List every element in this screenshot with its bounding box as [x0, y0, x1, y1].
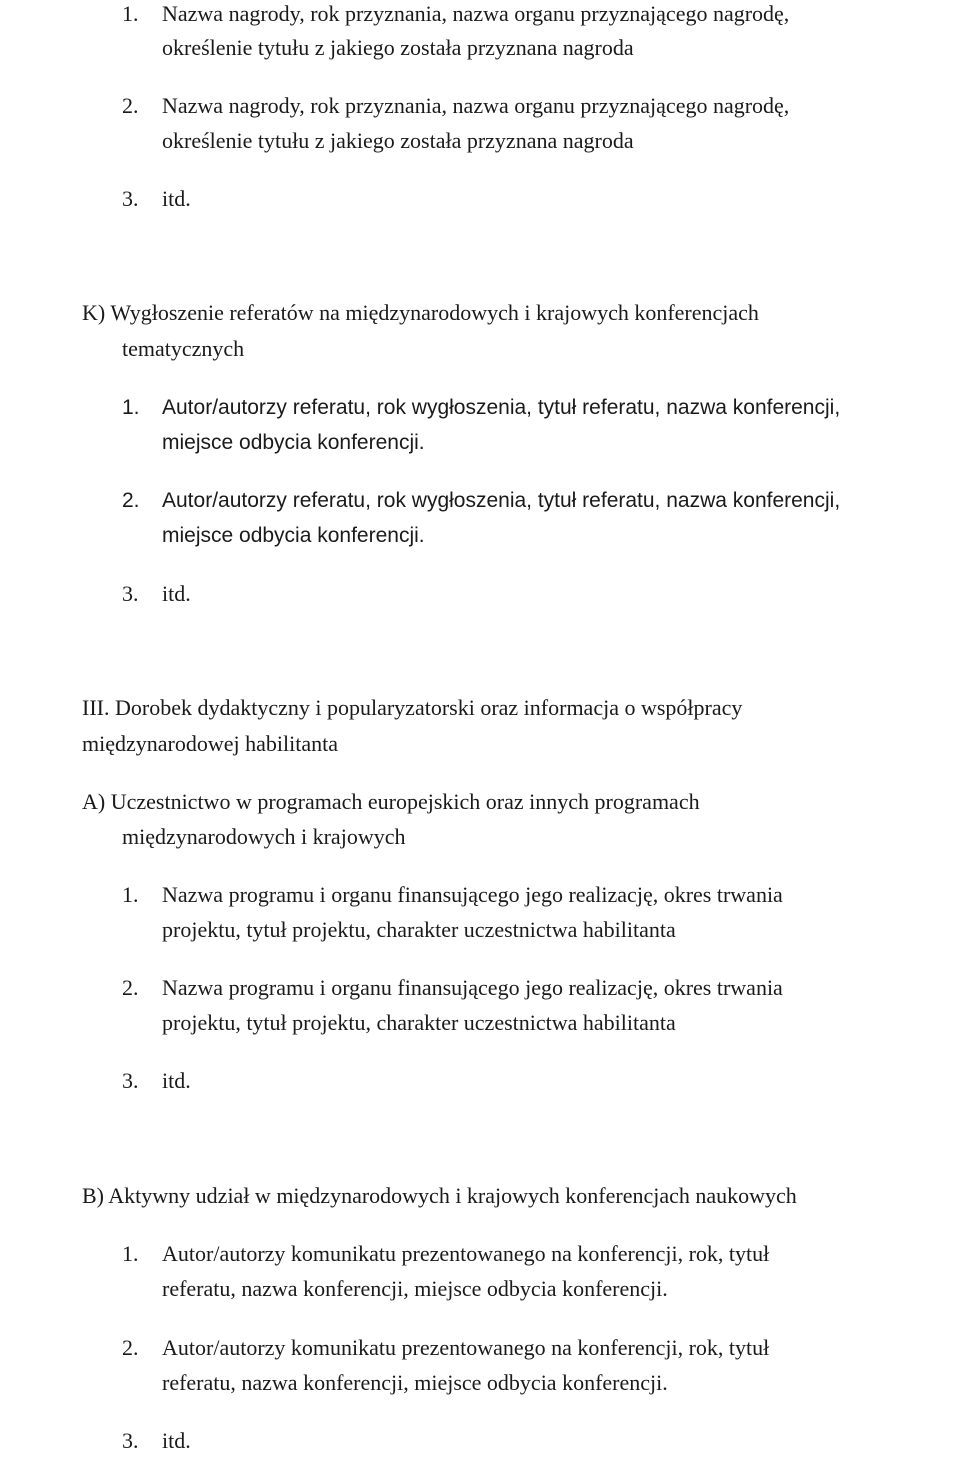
- list-item-text: Autor/autorzy komunikatu prezentowanego na konferencji, rok, tytuł: [162, 1241, 770, 1266]
- list-item-text: miejsce odbycia konferencji.: [162, 524, 425, 547]
- list-number: 2.: [122, 93, 139, 118]
- list-item-text: Autor/autorzy komunikatu prezentowanego na konferencji, rok, tytuł: [162, 1335, 770, 1360]
- list-item-text: projektu, tytuł projektu, charakter uczestnictwa habilitanta: [162, 1010, 676, 1035]
- list-number: 2.: [122, 1335, 139, 1360]
- section-b-heading: B) Aktywny udział w międzynarodowych i krajowych konferencjach naukowych: [82, 1183, 797, 1208]
- list-item-text: itd.: [162, 581, 191, 606]
- section-iii-heading-cont: międzynarodowej habilitanta: [82, 731, 338, 756]
- list-item-text: Nazwa programu i organu finansującego jego realizację, okres trwania: [162, 882, 783, 907]
- list-number: 3.: [122, 1068, 139, 1093]
- list-item-text: określenie tytułu z jakiego została przyznana nagroda: [162, 35, 634, 60]
- list-item-text: Nazwa nagrody, rok przyznania, nazwa organu przyznającego nagrodę,: [162, 93, 790, 118]
- list-item-text: itd.: [162, 1068, 191, 1093]
- list-item-text: miejsce odbycia konferencji.: [162, 431, 425, 454]
- list-number: 3.: [122, 581, 139, 606]
- section-k-heading: K) Wygłoszenie referatów na międzynarodowych i krajowych konferencjach: [82, 300, 759, 325]
- list-number: 1.: [122, 882, 139, 907]
- list-item-text: referatu, nazwa konferencji, miejsce odbycia konferencji.: [162, 1276, 668, 1301]
- list-number: 2.: [122, 975, 139, 1000]
- list-item-text: itd.: [162, 186, 191, 211]
- list-number: 1.: [122, 396, 140, 419]
- list-number: 1.: [122, 1241, 139, 1266]
- list-item-text: Nazwa nagrody, rok przyznania, nazwa organu przyznającego nagrodę,: [162, 1, 790, 26]
- list-number: 3.: [122, 1428, 139, 1453]
- section-iii-heading: III. Dorobek dydaktyczny i popularyzatorski oraz informacja o współpracy: [82, 695, 743, 720]
- list-number: 3.: [122, 186, 139, 211]
- section-a-heading-cont: międzynarodowych i krajowych: [122, 824, 406, 849]
- list-item-text: Autor/autorzy referatu, rok wygłoszenia, tytuł referatu, nazwa konferencji,: [162, 489, 841, 512]
- list-item-text: określenie tytułu z jakiego została przyznana nagroda: [162, 128, 634, 153]
- section-k-heading-cont: tematycznych: [122, 336, 245, 361]
- section-a-heading: A) Uczestnictwo w programach europejskich oraz innych programach: [82, 789, 700, 814]
- list-number: 2.: [122, 489, 140, 512]
- list-item-text: projektu, tytuł projektu, charakter uczestnictwa habilitanta: [162, 917, 676, 942]
- list-number: 1.: [122, 1, 139, 26]
- list-item-text: itd.: [162, 1428, 191, 1453]
- list-item-text: referatu, nazwa konferencji, miejsce odbycia konferencji.: [162, 1370, 668, 1395]
- list-item-text: Autor/autorzy referatu, rok wygłoszenia, tytuł referatu, nazwa konferencji,: [162, 396, 841, 419]
- list-item-text: Nazwa programu i organu finansującego jego realizację, okres trwania: [162, 975, 783, 1000]
